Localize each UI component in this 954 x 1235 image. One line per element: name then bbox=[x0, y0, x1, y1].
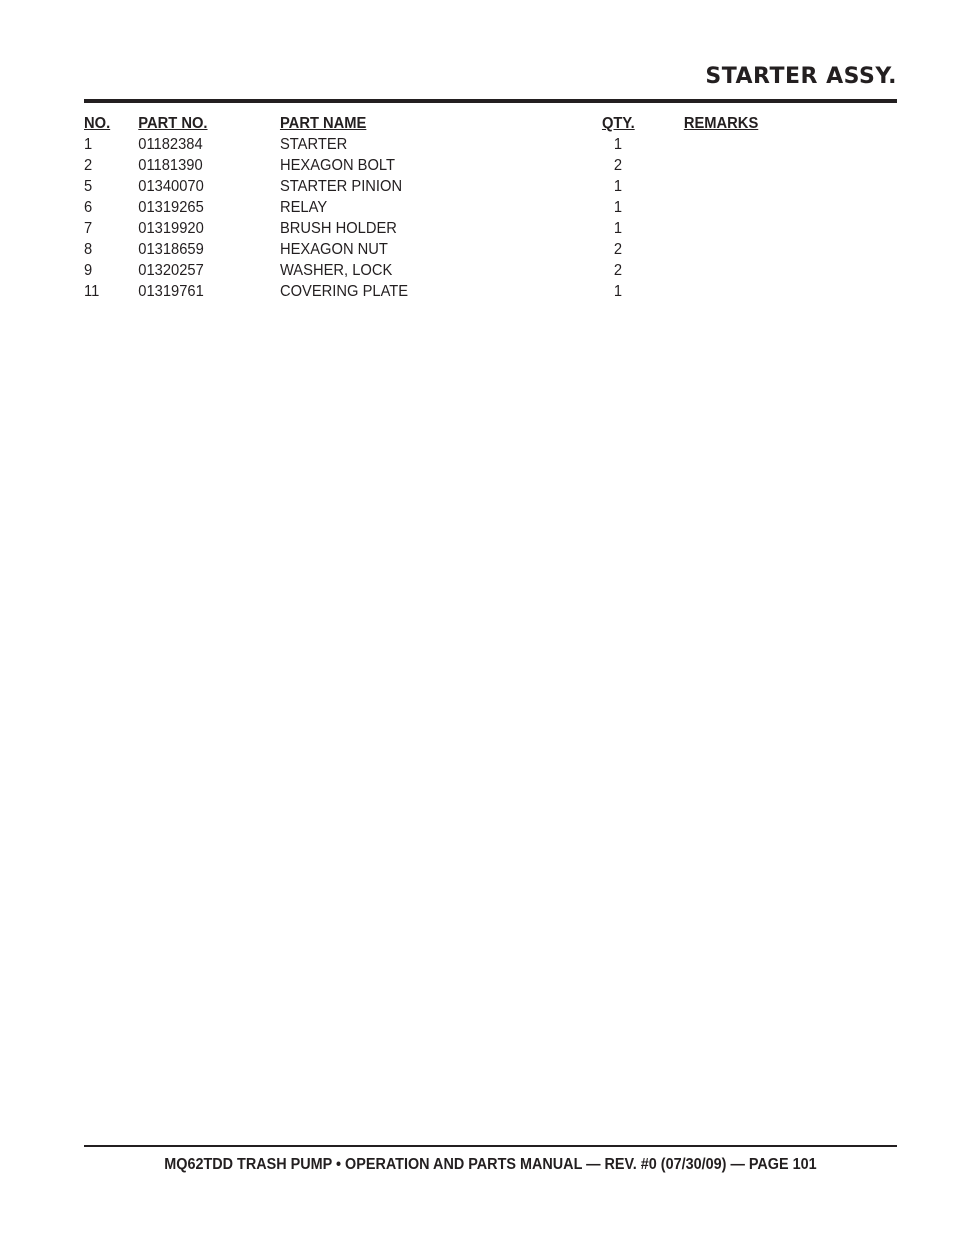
table-row bbox=[84, 218, 794, 239]
cell-part-name: STARTER bbox=[279, 136, 348, 153]
cell-part-no: 01320257 bbox=[138, 262, 204, 279]
cell-qty: 1 bbox=[613, 220, 623, 237]
table-row bbox=[84, 134, 794, 155]
cell-part-no: 01319920 bbox=[138, 220, 204, 237]
cell-part-no: 01319265 bbox=[138, 199, 204, 216]
cell-no: 9 bbox=[84, 262, 93, 279]
cell-qty: 2 bbox=[613, 241, 623, 258]
column-header-no: NO. bbox=[84, 115, 111, 132]
cell-remarks bbox=[684, 134, 794, 155]
cell-no: 8 bbox=[84, 241, 93, 258]
cell-remarks bbox=[684, 218, 794, 239]
cell-part-no: 01319761 bbox=[138, 283, 204, 300]
cell-qty: 1 bbox=[613, 136, 623, 153]
page-title: STARTER ASSY. bbox=[705, 64, 897, 89]
table-row bbox=[84, 260, 794, 281]
table-row bbox=[84, 197, 794, 218]
column-header-remarks: REMARKS bbox=[683, 115, 759, 132]
column-header-qty: QTY. bbox=[601, 115, 635, 132]
cell-no: 11 bbox=[84, 283, 100, 300]
cell-part-name: HEXAGON NUT bbox=[279, 241, 388, 258]
cell-remarks bbox=[684, 155, 794, 176]
table-row bbox=[84, 239, 794, 260]
cell-no: 2 bbox=[84, 157, 93, 174]
table-header-row bbox=[84, 113, 794, 134]
footer-text: MQ62TDD TRASH PUMP • OPERATION AND PARTS MANUAL — REV. #0 (07/30/09) — PAGE 101 bbox=[164, 1156, 817, 1173]
table-row bbox=[84, 281, 794, 302]
cell-part-no: 01340070 bbox=[138, 178, 204, 195]
cell-remarks bbox=[684, 260, 794, 281]
cell-part-name: HEXAGON BOLT bbox=[279, 157, 396, 174]
footer-divider bbox=[84, 1145, 897, 1147]
cell-part-name: COVERING PLATE bbox=[279, 283, 409, 300]
page-footer bbox=[84, 1154, 897, 1176]
cell-qty: 2 bbox=[613, 262, 623, 279]
cell-part-no: 01181390 bbox=[138, 157, 203, 174]
cell-no: 1 bbox=[84, 136, 93, 153]
cell-no: 6 bbox=[84, 199, 93, 216]
cell-remarks bbox=[684, 197, 794, 218]
cell-qty: 1 bbox=[613, 199, 623, 216]
parts-list-table bbox=[84, 113, 794, 302]
cell-no: 7 bbox=[84, 220, 93, 237]
table-row bbox=[84, 176, 794, 197]
cell-part-no: 01182384 bbox=[138, 136, 203, 153]
cell-part-name: BRUSH HOLDER bbox=[279, 220, 397, 237]
cell-remarks bbox=[684, 281, 794, 302]
column-header-part-name: PART NAME bbox=[279, 115, 367, 132]
title-divider bbox=[84, 99, 897, 103]
cell-remarks bbox=[684, 176, 794, 197]
table-row bbox=[84, 155, 794, 176]
cell-remarks bbox=[684, 239, 794, 260]
cell-part-name: STARTER PINION bbox=[279, 178, 403, 195]
column-header-part-no: PART NO. bbox=[138, 115, 208, 132]
cell-part-name: WASHER, LOCK bbox=[279, 262, 393, 279]
cell-qty: 1 bbox=[613, 178, 623, 195]
cell-part-no: 01318659 bbox=[138, 241, 204, 258]
cell-qty: 1 bbox=[613, 283, 623, 300]
cell-qty: 2 bbox=[613, 157, 623, 174]
cell-no: 5 bbox=[84, 178, 93, 195]
cell-part-name: RELAY bbox=[279, 199, 328, 216]
